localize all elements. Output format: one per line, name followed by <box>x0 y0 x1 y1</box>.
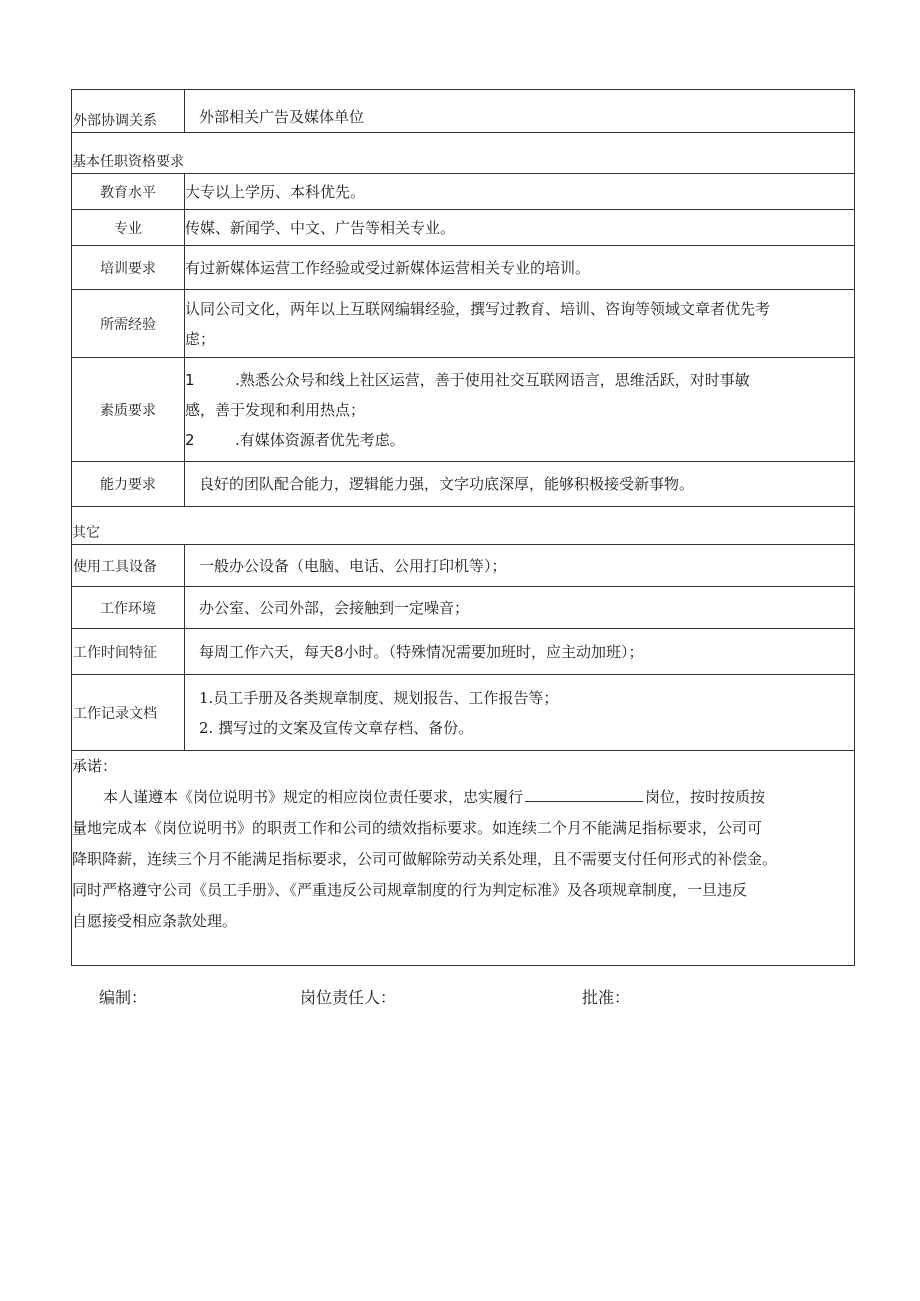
records-line-2: 2. 撰写过的文案及宣传文章存档、备份。 <box>199 718 474 737</box>
environment-label: 工作环境 <box>72 587 185 629</box>
quality-item-1-text: .熟悉公众号和线上社区运营，善于使用社交互联网语言，思维活跃，对时事敏 <box>235 370 750 389</box>
records-line-1: 1.员工手册及各类规章制度、规划报告、工作报告等； <box>199 688 559 707</box>
table-row <box>72 90 855 133</box>
promise-row <box>72 751 855 966</box>
education-label: 教育水平 <box>72 174 185 210</box>
position-blank <box>525 785 643 802</box>
responsible-signature-label: 岗位责任人： <box>300 988 397 1007</box>
table-row <box>72 675 855 751</box>
quality-item-2-number: 2 <box>185 430 195 449</box>
training-value: 有过新媒体运营工作经验或受过新媒体运营相关专业的培训。 <box>185 246 855 290</box>
quality-item-1 <box>185 365 854 395</box>
table-row <box>72 545 855 587</box>
education-value: 大专以上学历、本科优先。 <box>185 174 855 210</box>
job-requirements-table <box>71 89 855 966</box>
promise-line-5: 自愿接受相应条款处理。 <box>72 912 238 930</box>
ability-value: 良好的团队配合能力，逻辑能力强，文字功底深厚，能够积极接受新事物。 <box>185 462 855 507</box>
promise-block <box>72 751 855 966</box>
quality-item-2 <box>185 425 854 455</box>
quality-item-2-text: .有媒体资源者优先考虑。 <box>235 430 405 449</box>
quality-item-1-continued: 感，善于发现和利用热点； <box>185 400 366 419</box>
ability-label: 能力要求 <box>72 462 185 507</box>
table-row <box>72 358 855 462</box>
table-row <box>72 462 855 507</box>
promise-line-2: 量地完成本《岗位说明书》的职责工作和公司的绩效指标要求。如连续二个月不能满足指标要求，公司可 <box>72 819 763 837</box>
training-label: 培训要求 <box>72 246 185 290</box>
quality-item-1-number: 1 <box>185 370 195 389</box>
table-row <box>72 629 855 675</box>
job-description-document <box>71 89 854 966</box>
work-time-value: 每周工作六天，每天8小时。（特殊情况需要加班时，应主动加班）； <box>185 629 855 675</box>
promise-title: 承诺： <box>72 757 118 775</box>
tools-label: 使用工具设备 <box>72 545 185 587</box>
table-row <box>72 210 855 246</box>
table-row <box>72 587 855 629</box>
records-value <box>185 675 855 751</box>
approver-signature-label: 批准： <box>582 988 631 1007</box>
experience-value <box>185 290 855 358</box>
experience-line-1: 认同公司文化，两年以上互联网编辑经验，撰写过教育、培训、咨询等领域文章者优先考 <box>185 299 771 318</box>
table-row <box>72 174 855 210</box>
table-row <box>72 246 855 290</box>
table-row <box>72 290 855 358</box>
work-time-label: 工作时间特征 <box>72 629 185 675</box>
external-relations-value: 外部相关广告及媒体单位 <box>185 90 855 133</box>
major-label: 专业 <box>72 210 185 246</box>
promise-line-3: 降职降薪，连续三个月不能满足指标要求，公司可做解除劳动关系处理，且不需要支付任何形式的补偿金。 <box>72 850 778 868</box>
section-row <box>72 507 855 545</box>
other-section-title: 其它 <box>72 507 855 545</box>
tools-value: 一般办公设备（电脑、电话、公用打印机等）； <box>185 545 855 587</box>
major-value: 传媒、新闻学、中文、广告等相关专业。 <box>185 210 855 246</box>
section-row <box>72 133 855 174</box>
promise-line-1: 本人谨遵本《岗位说明书》规定的相应岗位责任要求，忠实履行 岗位，按时按质按 <box>72 782 854 813</box>
promise-line-4: 同时严格遵守公司《员工手册》、《严重违反公司规章制度的行为判定标准》及各项规章制度，一旦违反 <box>72 881 748 899</box>
experience-label: 所需经验 <box>72 290 185 358</box>
external-relations-label: 外部协调关系 <box>72 90 185 133</box>
experience-line-2: 虑； <box>185 329 216 348</box>
quality-label: 素质要求 <box>72 358 185 462</box>
editor-signature-label: 编制： <box>99 988 148 1007</box>
environment-value: 办公室、公司外部，会接触到一定噪音； <box>185 587 855 629</box>
records-label: 工作记录文档 <box>72 675 185 751</box>
qualifications-section-title: 基本任职资格要求 <box>72 133 855 174</box>
quality-value <box>185 358 855 462</box>
